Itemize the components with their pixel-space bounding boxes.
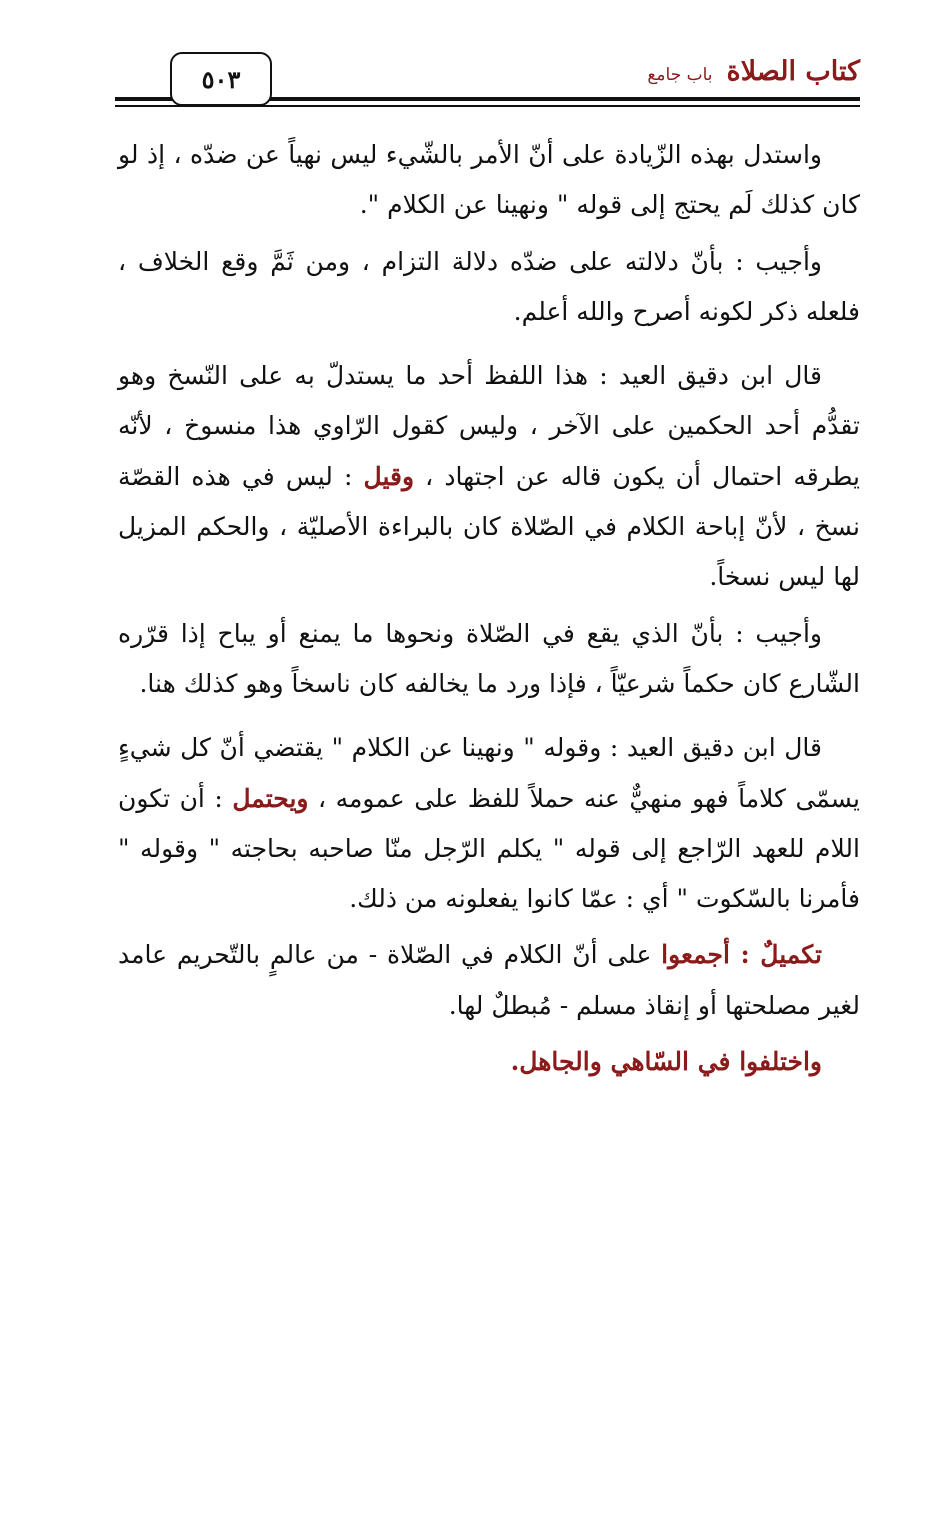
header-titles bbox=[647, 56, 860, 87]
paragraph-text: : أن تكون اللام للعهد الرّاجع إلى قوله " يكلم الرّجل منّا صاحبه بحاجته " وقوله " فأمرنا بالسّكوت " أي : عمّا كانوا يفعلونه من ذلك. bbox=[118, 783, 860, 914]
page-number: ٥٠٣ bbox=[201, 64, 241, 94]
paragraph-text: : ليس في هذه القصّة نسخ ، لأنّ إباحة الكلام في الصّلاة كان بالبراءة الأصليّة ، والحكم المزيل لها ليس نسخاً. bbox=[118, 461, 860, 592]
paragraph-text: قال ابن دقيق العيد : هذا اللفظ أحد ما يستدلّ به على النّسخ وهو تقدُّم أحد الحكمين على الآخر ، وليس كقول الرّاوي هذا منسوخ ، لأنّه يطرقه احتمال أن يكون قاله عن اجتهاد ، bbox=[118, 361, 860, 491]
paragraph-7 bbox=[118, 1037, 860, 1087]
page-number-box bbox=[170, 52, 272, 106]
highlight-term: ويحتمل bbox=[232, 783, 309, 813]
book-title: كتاب الصلاة bbox=[726, 56, 860, 87]
paragraph-3 bbox=[118, 351, 860, 602]
page-header bbox=[115, 52, 860, 112]
paragraph-6 bbox=[118, 930, 860, 1031]
highlight-term: تكميلٌ : أجمعوا bbox=[661, 940, 822, 970]
paragraph-4 bbox=[118, 609, 860, 710]
paragraph-text: على أنّ الكلام في الصّلاة - من عالمٍ بالتّحريم عامد لغير مصلحتها أو إنقاذ مسلم - مُبطلٌ لها. bbox=[118, 940, 860, 1020]
page-body bbox=[118, 130, 860, 1093]
paragraph-1 bbox=[118, 130, 860, 231]
highlight-term: واختلفوا في السّاهي والجاهل. bbox=[510, 1047, 822, 1077]
paragraph-5 bbox=[118, 723, 860, 924]
paragraph-text: وأجيب : بأنّ الذي يقع في الصّلاة ونحوها ما يمنع أو يباح إذا قرّره الشّارع كان حكماً شرعيّاً ، فإذا ورد ما يخالفه كان ناسخاً وهو كذلك هنا. bbox=[118, 618, 860, 698]
chapter-title: باب جامع bbox=[647, 65, 713, 85]
paragraph-2 bbox=[118, 237, 860, 338]
paragraph-text: قال ابن دقيق العيد : وقوله " ونهينا عن الكلام " يقتضي أنّ كل شيءٍ يسمّى كلاماً فهو منهيٌّ عنه حملاً للفظ على عمومه ، bbox=[118, 733, 861, 813]
paragraph-text: واستدل بهذه الزّيادة على أنّ الأمر بالشّيء ليس نهياً عن ضدّه ، إذ لو كان كذلك لَم يحتج إلى قوله " ونهينا عن الكلام ". bbox=[118, 140, 860, 220]
paragraph-text: وأجيب : بأنّ دلالته على ضدّه دلالة التزام ، ومن ثَمَّ وقع الخلاف ، فلعله ذكر لكونه أصرح والله أعلم. bbox=[118, 246, 860, 326]
highlight-term: وقيل bbox=[363, 461, 415, 491]
